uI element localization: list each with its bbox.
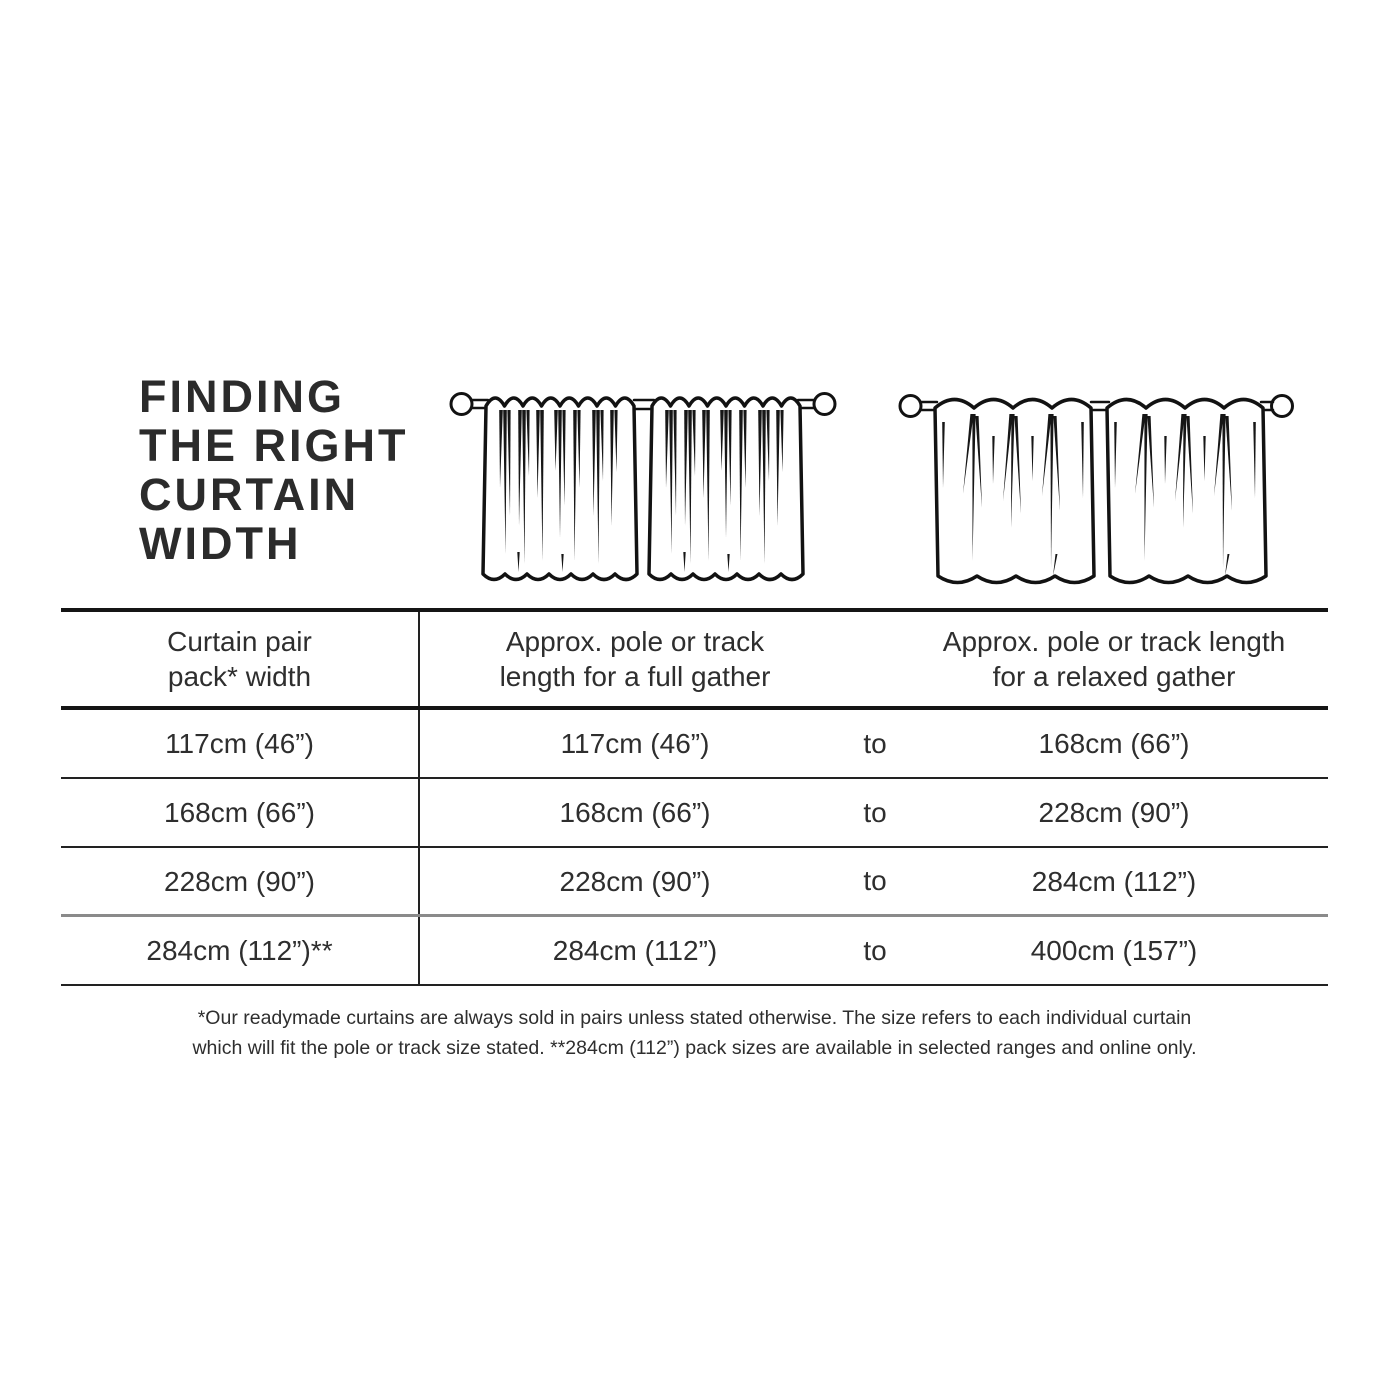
header-full-gather [420, 612, 850, 706]
cell-value: 228cm (90”) [164, 865, 315, 897]
full-gather-cell [420, 917, 850, 984]
rod-finial-left [451, 394, 472, 415]
header-relaxed-gather [900, 612, 1328, 706]
relaxed-gather-curtain-icon [897, 376, 1295, 596]
page-title [139, 372, 409, 568]
cell-value: 117cm (46”) [560, 728, 710, 759]
connector-text: to [863, 934, 887, 966]
page-title-line: CURTAIN [139, 469, 360, 520]
connector-text: to [863, 865, 887, 896]
cell-value: 284cm (112”) [552, 935, 718, 966]
connector-text: to [863, 727, 887, 759]
header-text: for a relaxed gather [992, 661, 1236, 692]
relaxed-gather-cell [900, 710, 1328, 777]
pack-width-cell [61, 779, 420, 846]
table-row [61, 917, 1328, 986]
page-title-line: THE RIGHT [139, 420, 409, 471]
to-connector [850, 779, 900, 846]
to-connector [850, 848, 900, 914]
header-spacer [850, 612, 900, 706]
header-pack-width [61, 612, 420, 706]
relaxed-gather-cell [900, 779, 1328, 846]
curtain-size-table [61, 608, 1328, 986]
cell-value: 168cm (66”) [1038, 728, 1190, 759]
footnote-line: which will fit the pole or track size stated. **284cm (112”) pack sizes are available in selected ranges and online only. [192, 1037, 1197, 1059]
cell-value: 228cm (90”) [559, 865, 711, 897]
pack-width-cell [61, 848, 420, 914]
relaxed-gather-cell [900, 848, 1328, 914]
footnote [0, 1003, 1389, 1063]
table-row [61, 779, 1328, 848]
table-row [61, 710, 1328, 779]
footnote-line: *Our readymade curtains are always sold in pairs unless stated otherwise. The size refers to each individual curtain [197, 1007, 1192, 1029]
header-text: Curtain pair [167, 626, 312, 657]
full-gather-cell [420, 848, 850, 914]
page-title-line: WIDTH [139, 518, 302, 569]
full-gather-curtain-icon [448, 376, 838, 591]
cell-value: 168cm (66”) [559, 797, 711, 828]
to-connector [850, 710, 900, 777]
connector-text: to [863, 796, 887, 828]
header-text: Approx. pole or track [505, 626, 765, 657]
rod-finial-right [814, 394, 835, 415]
to-connector [850, 917, 900, 984]
cell-value: 228cm (90”) [1038, 797, 1190, 828]
page-title-line: FINDING [139, 371, 345, 422]
cell-value: 284cm (112”) [1031, 865, 1197, 897]
full-gather-cell [420, 710, 850, 777]
cell-value: 168cm (66”) [164, 797, 315, 828]
full-gather-cell [420, 779, 850, 846]
cell-value: 400cm (157”) [1030, 935, 1198, 966]
header-text: pack* width [167, 661, 312, 692]
header-text: Approx. pole or track length [942, 626, 1286, 657]
rod-finial-right [1272, 396, 1293, 417]
cell-value: 284cm (112”)** [146, 935, 333, 966]
table-row [61, 848, 1328, 917]
table-header-row [61, 608, 1328, 710]
relaxed-gather-cell [900, 917, 1328, 984]
rod-finial-left [900, 396, 921, 417]
cell-value: 117cm (46”) [165, 728, 314, 759]
pack-width-cell [61, 917, 420, 984]
pack-width-cell [61, 710, 420, 777]
header-text: length for a full gather [499, 661, 771, 692]
